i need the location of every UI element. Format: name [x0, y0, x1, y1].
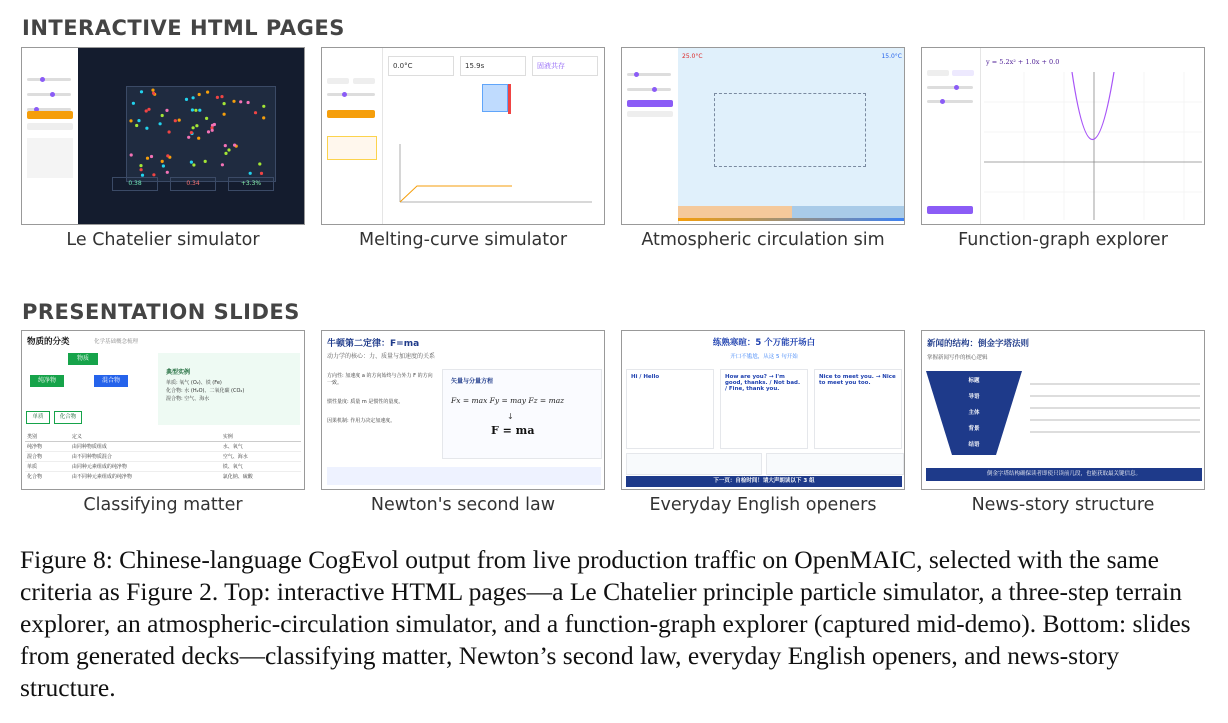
table-header: 实例	[221, 432, 301, 442]
slide-subtitle: 开口不尴尬，从这 5 句开始	[730, 354, 798, 360]
slide-title: 新闻的结构：倒金字塔法则	[927, 339, 1030, 349]
particle	[197, 137, 200, 140]
particle	[258, 162, 261, 165]
caption-function-graph: Function-graph explorer	[958, 230, 1168, 250]
explanation-lines	[1030, 375, 1200, 443]
particle	[198, 109, 201, 112]
slide-subtitle: 动力学的核心：力、质量与加速度的关系	[327, 353, 436, 360]
particle-canvas	[78, 48, 305, 225]
particle	[192, 126, 195, 129]
particle	[223, 113, 226, 116]
particle	[260, 172, 263, 175]
particle	[190, 161, 193, 164]
particle	[145, 127, 148, 130]
particle	[213, 123, 216, 126]
pyramid-level: 背景	[968, 426, 980, 432]
table-cell: 氯化钠、硫酸	[222, 474, 253, 480]
particle	[198, 93, 201, 96]
table-cell: 化合物	[27, 474, 43, 480]
circulation-loop	[714, 93, 866, 167]
particle	[262, 105, 265, 108]
footer-banner: 倒金字塔结构确保读者即使只读前几段，也能获取最关键信息。	[926, 468, 1202, 481]
tree-root: 物质	[68, 353, 98, 365]
particle	[139, 164, 142, 167]
particle	[195, 124, 198, 127]
table-cell: 混合物	[25, 452, 70, 462]
particle	[151, 89, 154, 92]
particle	[135, 124, 138, 127]
cold-ground	[792, 206, 905, 218]
table-cell: 由不同种物质混合	[70, 452, 221, 462]
particle	[211, 129, 214, 132]
particle	[147, 108, 150, 111]
point-item: 因果机制: 作用力决定加速度。	[327, 418, 396, 424]
particle	[152, 173, 155, 176]
pyramid-level: 导语	[968, 394, 980, 400]
warm-temp: 25.0°C	[682, 53, 703, 60]
footer-banner: 下一页：自检时间！请大声朗读以下 3 组	[626, 476, 902, 487]
slide-title: 物质的分类	[27, 337, 70, 347]
time-readout: 15.9s	[460, 56, 526, 76]
control-panel	[622, 48, 679, 225]
particle	[132, 102, 135, 105]
atmospheric-thumbnail	[621, 47, 905, 225]
classification-table	[25, 432, 301, 481]
particle	[168, 130, 171, 133]
function-graph-thumbnail	[921, 47, 1205, 225]
particle	[174, 119, 177, 122]
particle	[192, 96, 195, 99]
value-readout-1: 0.38	[112, 177, 158, 191]
particle	[233, 144, 236, 147]
particle	[146, 157, 149, 160]
melting-curve-thumbnail	[321, 47, 605, 225]
particle	[204, 160, 207, 163]
slide-title: 练熟寒暄：5 个万能开场白	[712, 338, 816, 348]
particle	[205, 117, 208, 120]
warm-ground	[678, 206, 792, 218]
particle	[140, 90, 143, 93]
particle	[221, 163, 224, 166]
particle	[249, 172, 252, 175]
point-item: 惯性量度: 质量 m 是惯性的量度。	[327, 399, 404, 405]
particle	[190, 131, 193, 134]
caption-classifying-matter: Classifying matter	[83, 495, 243, 515]
slide-subtitle: 掌握新闻写作的核心逻辑	[927, 355, 988, 361]
table-cell: 铁、氧气	[221, 462, 301, 472]
particle	[232, 100, 235, 103]
particle	[239, 100, 242, 103]
caption-newton: Newton's second law	[370, 495, 556, 515]
table-cell: 单质	[25, 462, 70, 472]
particle	[192, 163, 195, 166]
opener-card: How are you? → I'm good, thanks. / Not bad. / Fine, thank you.	[720, 369, 808, 449]
table-row	[25, 452, 301, 462]
slides-section-title: PRESENTATION SLIDES	[22, 300, 300, 324]
cold-temp: 15.0°C	[881, 53, 902, 60]
particle	[140, 168, 143, 171]
particle	[216, 96, 219, 99]
example-item: 混合物: 空气、海水	[166, 396, 210, 402]
point-item: 方向性: 加速度 a 的方向始终与合外力 F 的方向一致。	[327, 373, 433, 386]
particle	[152, 92, 155, 95]
slide-newton-second-law	[321, 330, 605, 490]
value-readout-3: +3.3%	[228, 177, 274, 191]
interactive-section-title: INTERACTIVE HTML PAGES	[22, 16, 345, 40]
slide-subtitle: 化学基础概念梳理	[94, 339, 139, 345]
control-panel	[22, 48, 79, 225]
particle	[206, 91, 209, 94]
table-cell: 水、氧气	[221, 442, 301, 452]
particle	[137, 119, 140, 122]
tree-left: 纯净物	[30, 375, 64, 387]
table-cell: 由同种物质组成	[70, 442, 221, 452]
pyramid-labels	[926, 373, 1022, 453]
particle	[145, 109, 148, 112]
temp-readout: 0.0°C	[388, 56, 454, 76]
caption-le-chatelier: Le Chatelier simulator	[66, 230, 260, 250]
caption-english-openers: Everyday English openers	[649, 495, 877, 515]
opener-card: Nice to meet you. → Nice to meet you too.	[814, 369, 902, 449]
example-item: 化合物: 水 (H₂O)、二氧化碳 (CO₂)	[166, 388, 245, 394]
particle	[165, 109, 168, 112]
particle	[150, 155, 153, 158]
particle	[224, 144, 227, 147]
beaker-icon	[482, 84, 508, 112]
particle	[161, 160, 164, 163]
particle	[207, 130, 210, 133]
tree-l2: 化合物	[54, 411, 82, 424]
particle	[166, 171, 169, 174]
particles-svg	[78, 48, 305, 225]
particle	[129, 119, 132, 122]
opener-card: Hi / Hello	[626, 369, 714, 449]
component-equations: Fx = max Fy = may Fz = maz	[451, 396, 565, 405]
particle	[220, 95, 223, 98]
thermometer-icon	[508, 84, 511, 114]
caption-news-structure: News-story structure	[971, 495, 1155, 515]
pyramid-level: 结语	[968, 442, 980, 448]
slide-classifying-matter	[21, 330, 305, 490]
melting-curve-chart	[392, 140, 597, 210]
value-readout-2: 0.34	[170, 177, 216, 191]
examples-title: 典型实例	[166, 369, 191, 376]
table-cell: 空气、海水	[221, 452, 301, 462]
slide-title: 牛顿第二定律：F=ma	[327, 339, 420, 349]
particle	[262, 116, 265, 119]
table-cell: 由同种元素组成的纯净物	[70, 462, 221, 472]
caption-atmospheric: Atmospheric circulation sim	[641, 230, 885, 250]
tree-right: 混合物	[94, 375, 128, 387]
table-row	[25, 472, 301, 482]
table-header-row	[25, 432, 301, 442]
particle	[254, 111, 257, 114]
particle	[224, 152, 227, 155]
figure-caption: Figure 8: Chinese-language CogEvol output from live production traffic on OpenMAIC, selected with the same criteria as Figure 2. Top: interactive HTML pages—a Le Chatelier principle particle simulator, a three-step terrain explorer, an atmospheric-circulation simulator, and a function-graph explorer (captured mid-demo). Bottom: slides from generated decks—classifying matter, Newton’s second law, everyday English openers, and news-story structure.	[20, 545, 1191, 702]
particle	[159, 122, 162, 125]
arrow-down-icon: ↓	[507, 412, 514, 421]
footer-band	[327, 467, 601, 485]
pyramid-level: 标题	[968, 378, 980, 384]
simulation-area	[678, 48, 905, 218]
function-graph-chart	[984, 72, 1202, 220]
equation-box	[442, 369, 602, 459]
equation-box-title: 矢量与分量方程	[451, 378, 494, 385]
particle	[162, 164, 165, 167]
particle	[185, 98, 188, 101]
table-cell: 纯净物	[25, 442, 70, 452]
le-chatelier-thumbnail	[21, 47, 305, 225]
particle	[187, 136, 190, 139]
examples-box	[158, 353, 300, 425]
control-panel	[322, 48, 383, 225]
table-cell: 由不同种元素组成的纯净物	[71, 474, 132, 480]
particle	[178, 119, 181, 122]
slide-news-structure	[921, 330, 1205, 490]
particle	[247, 101, 250, 104]
particle	[191, 108, 194, 111]
points-column	[327, 372, 435, 462]
table-header: 定义	[70, 432, 221, 442]
pyramid-level: 主体	[968, 410, 980, 416]
main-equation: F = ma	[491, 424, 535, 437]
table-row	[25, 442, 301, 452]
formula-text: y = 5.2x² + 1.0x + 0.0	[986, 58, 1060, 66]
particle	[223, 102, 226, 105]
particle	[161, 114, 164, 117]
table-row	[25, 462, 301, 472]
tree-l1: 单质	[26, 411, 50, 424]
table-header: 类别	[25, 432, 70, 442]
state-readout: 固液共存	[532, 56, 598, 76]
particle	[130, 153, 133, 156]
caption-melting-curve: Melting-curve simulator	[358, 230, 568, 250]
control-panel	[922, 48, 981, 225]
slide-english-openers	[621, 330, 905, 490]
particle	[227, 148, 230, 151]
particle	[166, 154, 169, 157]
example-item: 单质: 氧气 (O₂)、铁 (Fe)	[166, 380, 222, 386]
particle	[194, 109, 197, 112]
